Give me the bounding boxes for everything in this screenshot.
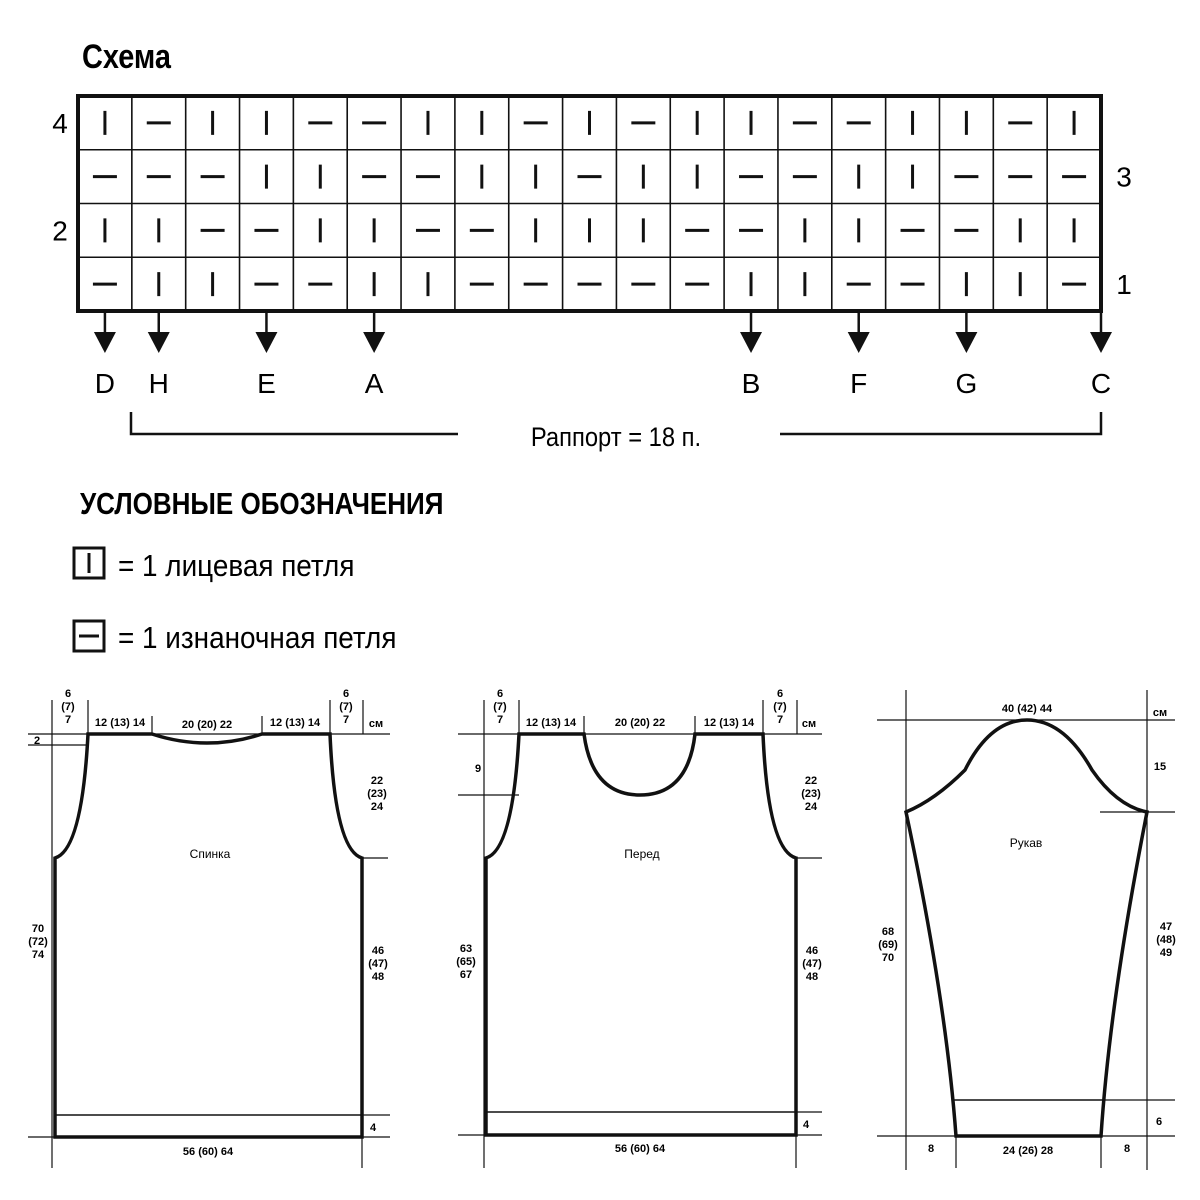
sleeve-cap-height: 15 bbox=[1153, 761, 1167, 773]
sleeve-schematic bbox=[877, 690, 1176, 1170]
repeat-markers bbox=[94, 311, 1112, 399]
marker-label: A bbox=[364, 368, 384, 399]
back-shoulder-width-right: 6 (7) 7 bbox=[339, 688, 353, 726]
front-total-height: 63 (65) 67 bbox=[456, 943, 476, 981]
back-side-height: 46 (47) 48 bbox=[368, 945, 388, 983]
chart-title: Схема bbox=[82, 36, 171, 76]
front-armhole-height: 22 (23) 24 bbox=[801, 775, 821, 813]
sleeve-taper-right: 8 bbox=[1123, 1143, 1131, 1155]
marker-arrow-head bbox=[363, 332, 385, 353]
stitch-chart-grid bbox=[78, 96, 1101, 311]
back-schematic bbox=[28, 688, 390, 1168]
back-armhole-height: 22 (23) 24 bbox=[367, 775, 387, 813]
back-width: 56 (60) 64 bbox=[182, 1146, 234, 1158]
marker-arrow-head bbox=[148, 332, 170, 353]
sleeve-taper-left: 8 bbox=[927, 1143, 935, 1155]
front-width: 56 (60) 64 bbox=[614, 1143, 666, 1155]
legend-knit-label: = 1 лицевая петля bbox=[118, 548, 355, 584]
marker-label: D bbox=[94, 368, 116, 399]
front-shoulder-seg-right: 12 (13) 14 bbox=[703, 717, 755, 729]
back-shoulder-width-left: 6 (7) 7 bbox=[61, 688, 75, 726]
front-name: Перед bbox=[624, 847, 660, 861]
sleeve-total-height: 68 (69) 70 bbox=[878, 926, 898, 964]
front-outline bbox=[486, 734, 796, 1135]
legend-purl-symbol bbox=[74, 621, 104, 651]
marker-arrow-head bbox=[1090, 332, 1112, 353]
front-shoulder-seg-left: 12 (13) 14 bbox=[525, 717, 577, 729]
front-side-height: 46 (47) 48 bbox=[802, 945, 822, 983]
row-number: 2 bbox=[52, 215, 68, 247]
front-shoulder-width-left: 6 (7) 7 bbox=[493, 688, 507, 726]
back-neck-depth: 2 bbox=[33, 735, 41, 747]
legend-knit-symbol bbox=[74, 548, 104, 578]
marker-label: E bbox=[257, 368, 276, 399]
marker-label: G bbox=[955, 368, 978, 399]
sleeve-top-width: 40 (42) 44 bbox=[1001, 703, 1053, 715]
back-shoulder-seg-left: 12 (13) 14 bbox=[94, 717, 146, 729]
row-number: 1 bbox=[1116, 269, 1132, 301]
back-shoulder-seg-right: 12 (13) 14 bbox=[269, 717, 321, 729]
legend-purl-label: = 1 изнаночная петля bbox=[118, 620, 397, 656]
repeat-label: Раппорт = 18 п. bbox=[530, 422, 702, 453]
sleeve-name: Рукав bbox=[1009, 836, 1043, 850]
front-schematic bbox=[456, 688, 822, 1168]
sleeve-unit: см bbox=[1152, 707, 1168, 719]
marker-arrow-head bbox=[955, 332, 977, 353]
front-unit: см bbox=[801, 718, 817, 730]
marker-label: C bbox=[1090, 368, 1112, 399]
sleeve-cuff-height: 6 bbox=[1155, 1116, 1163, 1128]
marker-label: H bbox=[148, 368, 169, 399]
sleeve-side-height: 47 (48) 49 bbox=[1156, 921, 1176, 959]
marker-arrow-head bbox=[740, 332, 762, 353]
sleeve-outline bbox=[906, 720, 1147, 1136]
back-unit: см bbox=[368, 718, 384, 730]
front-neck-width: 20 (20) 22 bbox=[614, 717, 666, 729]
front-neck-depth: 9 bbox=[474, 763, 482, 775]
legend-title: УСЛОВНЫЕ ОБОЗНАЧЕНИЯ bbox=[80, 486, 444, 522]
back-total-height: 70 (72) 74 bbox=[28, 923, 48, 961]
back-name: Спинка bbox=[189, 847, 231, 861]
back-neck-width: 20 (20) 22 bbox=[181, 719, 233, 731]
marker-arrow-head bbox=[255, 332, 277, 353]
row-number: 3 bbox=[1116, 161, 1132, 193]
front-shoulder-width-right: 6 (7) 7 bbox=[773, 688, 787, 726]
marker-arrow-head bbox=[94, 332, 116, 353]
sleeve-cuff-width: 24 (26) 28 bbox=[1002, 1145, 1054, 1157]
back-rib-height: 4 bbox=[369, 1122, 377, 1134]
marker-label: B bbox=[741, 368, 761, 399]
marker-label: F bbox=[850, 368, 868, 399]
back-outline bbox=[55, 734, 362, 1137]
front-rib-height: 4 bbox=[802, 1119, 810, 1131]
marker-arrow-head bbox=[848, 332, 870, 353]
row-number: 4 bbox=[52, 107, 68, 139]
